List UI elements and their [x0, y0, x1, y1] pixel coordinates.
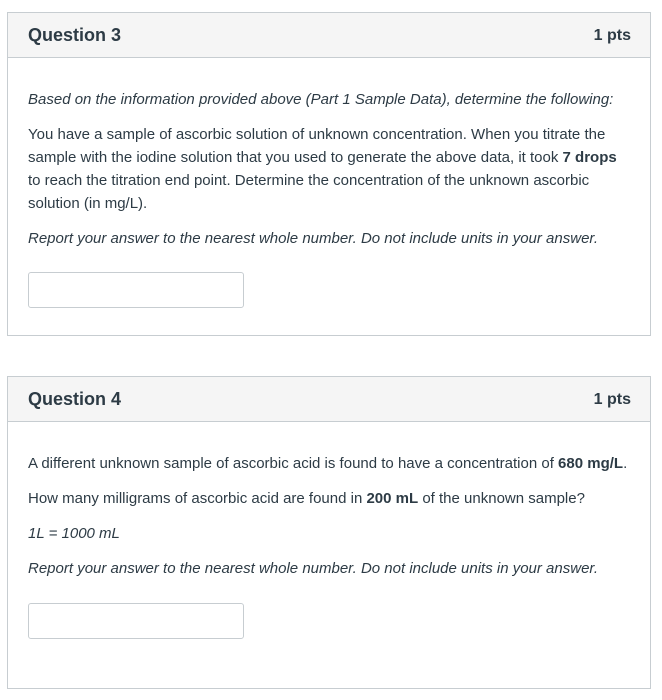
question-4-card [7, 376, 651, 689]
question-3-instruction: Report your answer to the nearest whole number. Do not include units in your answer. [28, 230, 599, 247]
question-4-body [8, 422, 650, 639]
question-3-text-part1: You have a sample of ascorbic solution of unknown concentration. When you titrate the sample with the iodine solution that you used to generate the above data, it took [28, 126, 606, 166]
question-3-title: Question 3 [28, 25, 122, 45]
question-4-title: Question 4 [28, 389, 122, 409]
question-3-answer-input[interactable] [28, 272, 244, 308]
question-4-answer-input[interactable] [28, 603, 244, 639]
question-4-concentration: 680 mg/L [558, 455, 624, 472]
question-3-text-drops: 7 drops [562, 149, 617, 166]
question-4-points: 1 pts [593, 391, 631, 408]
question-4-conversion: 1L = 1000 mL [28, 525, 120, 542]
question-3-body [8, 58, 650, 308]
question-4-header [8, 377, 650, 422]
question-4-line-2-part2: of the unknown sample? [418, 490, 585, 507]
question-4-line-1 [28, 452, 630, 475]
question-3-intro: Based on the information provided above (Part 1 Sample Data), determine the following: [28, 91, 614, 108]
question-3-header [8, 13, 650, 58]
question-3-points: 1 pts [593, 27, 631, 44]
question-3-text [28, 123, 630, 215]
question-4-instruction: Report your answer to the nearest whole number. Do not include units in your answer. [28, 560, 599, 577]
question-4-line-1-part2: . [623, 455, 628, 472]
question-3-card [7, 12, 651, 336]
question-3-text-part2: to reach the titration end point. Determine the concentration of the unknown ascorbic solution (in mg/L). [28, 172, 590, 212]
question-4-volume: 200 mL [366, 490, 419, 507]
question-4-line-1-part1: A different unknown sample of ascorbic acid is found to have a concentration of [28, 455, 559, 472]
question-4-line-2 [28, 487, 630, 510]
question-4-line-2-part1: How many milligrams of ascorbic acid are found in [28, 490, 367, 507]
